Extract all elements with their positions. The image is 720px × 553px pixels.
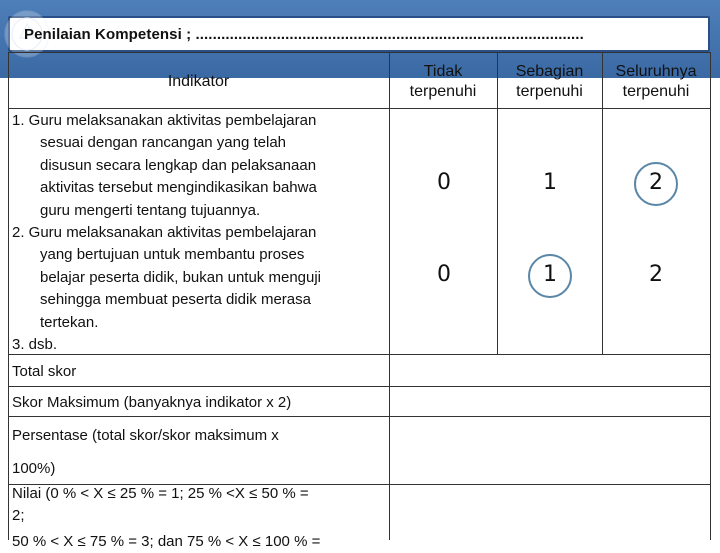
indicator-2-line4: sehingga membuat peserta didik merasa [40, 291, 311, 309]
column-header-seluruhnya-line1: Seluruhnya [615, 63, 697, 80]
persentase-label-line1: Persentase (total skor/skor maksimum x [12, 427, 279, 444]
column-header-sebagian-line2: terpenuhi [516, 83, 583, 100]
score-row1-seluruhnya[interactable]: 2 [649, 170, 663, 195]
indicator-2-line2: yang bertujuan untuk membantu proses [40, 246, 305, 264]
nilai-label-line2: 2; [12, 507, 25, 524]
column-header-sebagian [497, 62, 602, 102]
column-header-tidak [389, 62, 497, 102]
indicator-1-line3: disusun secara lengkap dan pelaksanaan [40, 156, 317, 174]
column-header-indikator: Indikator [167, 73, 230, 90]
score-row2-sebagian[interactable]: 1 [543, 262, 557, 287]
indicator-1-line1: 1. Guru melaksanakan aktivitas pembelajaran [12, 112, 317, 129]
indicator-2-line5: tertekan. [40, 313, 99, 331]
total-skor-label: Total skor [12, 363, 77, 380]
indicator-1-line4: aktivitas tersebut mengindikasikan bahwa [40, 179, 317, 197]
column-header-tidak-line2: terpenuhi [409, 83, 477, 100]
column-header-sebagian-line1: Sebagian [515, 63, 584, 80]
indicator-item-2 [12, 222, 388, 334]
column-header-tidak-line1: Tidak [423, 63, 463, 80]
indicator-item-3: 3. dsb. [12, 336, 58, 354]
indicator-list [12, 110, 388, 356]
column-header-seluruhnya-line2: terpenuhi [622, 83, 690, 100]
skor-maksimum-label: Skor Maksimum (banyaknya indikator x 2) [12, 394, 292, 411]
nilai-label-line3: 50 % < X ≤ 75 % = 3; dan 75 % < X ≤ 100 % = [12, 533, 321, 550]
column-header-seluruhnya [602, 62, 710, 102]
page-title: Penilaian Kompetensi ; ........................................................................................... [24, 26, 584, 43]
score-row2-tidak[interactable]: 0 [437, 262, 451, 287]
score-row2-seluruhnya[interactable]: 2 [649, 262, 663, 287]
nilai-label-line1: Nilai (0 % < X ≤ 25 % = 1; 25 % <X ≤ 50 % = [12, 485, 309, 502]
indicator-1-line2: sesuai dengan rancangan yang telah [40, 134, 287, 152]
indicator-item-1 [12, 110, 388, 222]
score-row1-sebagian[interactable]: 1 [543, 170, 557, 195]
score-row1-tidak[interactable]: 0 [437, 170, 451, 195]
indicator-2-line1: 2. Guru melaksanakan aktivitas pembelajaran [12, 224, 317, 242]
indicator-1-line5: guru mengerti tentang tujuannya. [40, 201, 261, 219]
persentase-label-line2: 100%) [12, 460, 56, 477]
indicator-2-line3: belajar peserta didik, bukan untuk menguji [40, 268, 322, 286]
